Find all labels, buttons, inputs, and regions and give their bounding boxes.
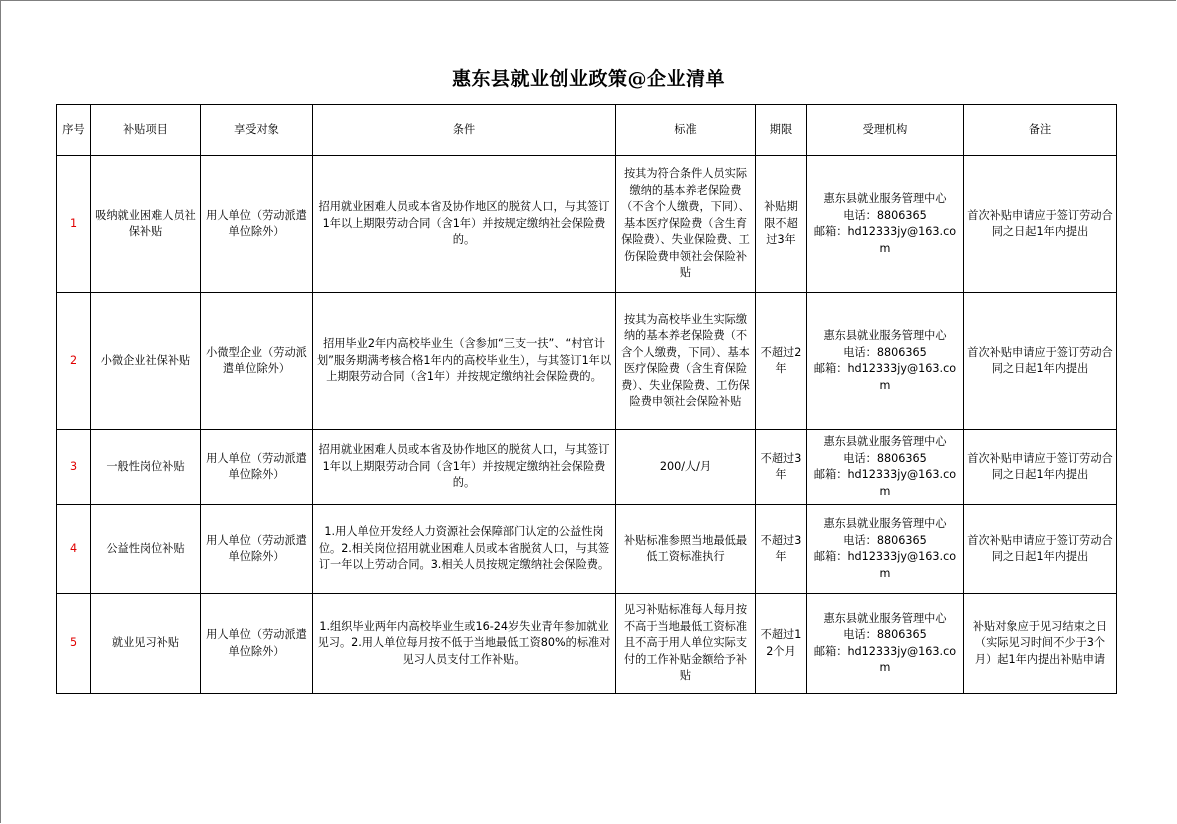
row-target: 用人单位（劳动派遣单位除外） [201, 505, 313, 594]
row-period: 补贴期限不超过3年 [756, 156, 807, 293]
table-row [57, 430, 1117, 505]
row-remark: 首次补贴申请应于签订劳动合同之日起1年内提出 [964, 430, 1117, 505]
row-condition: 1.用人单位开发经人力资源社会保障部门认定的公益性岗位。2.相关岗位招用就业困难人员或本省脱贫人口，与其签订一年以上劳动合同。3.相关人员按规定缴纳社会保险费。 [313, 505, 616, 594]
row-remark: 首次补贴申请应于签订劳动合同之日起1年内提出 [964, 156, 1117, 293]
row-target: 用人单位（劳动派遣单位除外） [201, 594, 313, 694]
row-item: 一般性岗位补贴 [91, 430, 201, 505]
row-remark: 首次补贴申请应于签订劳动合同之日起1年内提出 [964, 293, 1117, 430]
column-header-seq: 序号 [57, 105, 91, 156]
table-row [57, 156, 1117, 293]
row-target: 用人单位（劳动派遣单位除外） [201, 156, 313, 293]
row-standard: 补贴标准参照当地最低最低工资标准执行 [616, 505, 756, 594]
policy-table [56, 104, 1117, 694]
page-title: 惠东县就业创业政策@企业清单 [451, 68, 725, 90]
row-agency: 惠东县就业服务管理中心 电话：8806365 邮箱：hd12333jy@163.com [807, 505, 964, 594]
column-header-remark: 备注 [964, 105, 1117, 156]
row-standard: 按其为符合条件人员实际缴纳的基本养老保险费（不含个人缴费，下同）、基本医疗保险费（含生育保险费）、失业保险费、工伤保险费申领社会保险补贴 [616, 156, 756, 293]
row-period: 不超过3年 [756, 505, 807, 594]
column-header-period: 期限 [756, 105, 807, 156]
row-remark: 首次补贴申请应于签订劳动合同之日起1年内提出 [964, 505, 1117, 594]
column-header-target: 享受对象 [201, 105, 313, 156]
row-condition: 1.组织毕业两年内高校毕业生或16-24岁失业青年参加就业见习。2.用人单位每月按不低于当地最低工资80%的标准对见习人员支付工作补贴。 [313, 594, 616, 694]
row-agency: 惠东县就业服务管理中心 电话：8806365 邮箱：hd12333jy@163.com [807, 430, 964, 505]
table-header-row [57, 105, 1117, 156]
row-condition: 招用就业困难人员或本省及协作地区的脱贫人口，与其签订1年以上期限劳动合同（含1年）并按规定缴纳社会保险费的。 [313, 430, 616, 505]
row-seq: 3 [57, 430, 91, 505]
row-standard: 见习补贴标准每人每月按不高于当地最低工资标准且不高于用人单位实际支付的工作补贴金额给予补贴 [616, 594, 756, 694]
row-target: 用人单位（劳动派遣单位除外） [201, 430, 313, 505]
row-standard: 200/人/月 [616, 430, 756, 505]
column-header-condition: 条件 [313, 105, 616, 156]
row-seq: 5 [57, 594, 91, 694]
row-period: 不超过2年 [756, 293, 807, 430]
row-seq: 1 [57, 156, 91, 293]
column-header-agency: 受理机构 [807, 105, 964, 156]
row-period: 不超过3年 [756, 430, 807, 505]
row-condition: 招用就业困难人员或本省及协作地区的脱贫人口，与其签订1年以上期限劳动合同（含1年）并按规定缴纳社会保险费的。 [313, 156, 616, 293]
row-item: 小微企业社保补贴 [91, 293, 201, 430]
table-row [57, 293, 1117, 430]
row-remark: 补贴对象应于见习结束之日（实际见习时间不少于3个月）起1年内提出补贴申请 [964, 594, 1117, 694]
row-seq: 4 [57, 505, 91, 594]
column-header-item: 补贴项目 [91, 105, 201, 156]
table-row [57, 505, 1117, 594]
row-agency: 惠东县就业服务管理中心 电话：8806365 邮箱：hd12333jy@163.com [807, 156, 964, 293]
row-agency: 惠东县就业服务管理中心 电话：8806365 邮箱：hd12333jy@163.com [807, 293, 964, 430]
row-target: 小微型企业（劳动派遣单位除外） [201, 293, 313, 430]
column-header-standard: 标准 [616, 105, 756, 156]
row-standard: 按其为高校毕业生实际缴纳的基本养老保险费（不含个人缴费，下同）、基本医疗保险费（含生育保险费）、失业保险费、工伤保险费申领社会保险补贴 [616, 293, 756, 430]
row-period: 不超过12个月 [756, 594, 807, 694]
row-item: 就业见习补贴 [91, 594, 201, 694]
table-row [57, 594, 1117, 694]
row-seq: 2 [57, 293, 91, 430]
row-item: 公益性岗位补贴 [91, 505, 201, 594]
row-item: 吸纳就业困难人员社保补贴 [91, 156, 201, 293]
row-agency: 惠东县就业服务管理中心 电话：8806365 邮箱：hd12333jy@163.com [807, 594, 964, 694]
row-condition: 招用毕业2年内高校毕业生（含参加“三支一扶”、“村官计划”服务期满考核合格1年内的高校毕业生），与其签订1年以上期限劳动合同（含1年）并按规定缴纳社会保险费的。 [313, 293, 616, 430]
